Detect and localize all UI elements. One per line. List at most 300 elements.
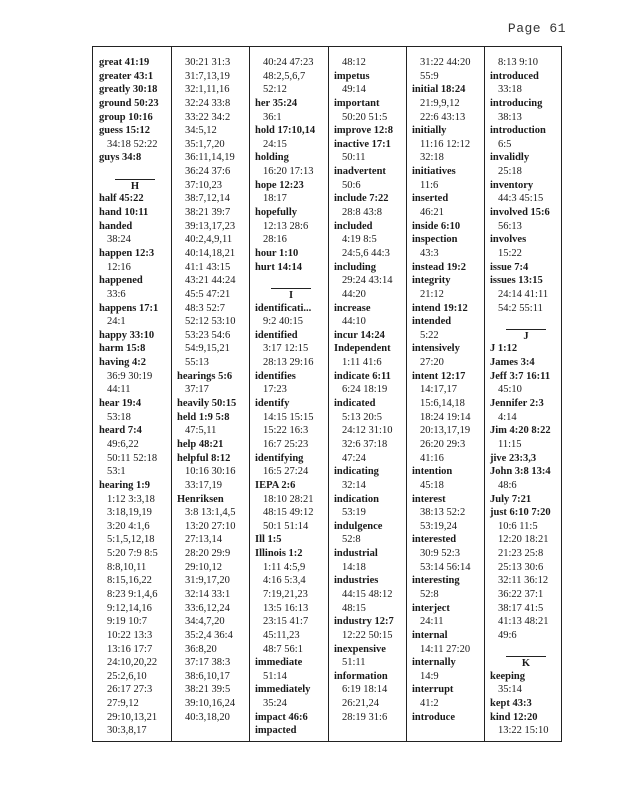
index-reference: 7:19,21,23 (263, 588, 308, 600)
index-entry: hopefully (255, 207, 298, 219)
page-number: Page 61 (507, 21, 566, 36)
index-entry: identified (255, 329, 298, 341)
index-entry: industry 12:7 (334, 616, 394, 628)
word-index-table (92, 46, 562, 742)
index-reference: 12:22 50:15 (342, 629, 393, 641)
index-reference: 41:13 48:21 (498, 616, 549, 628)
index-reference: 38:24 (107, 234, 131, 246)
index-reference: 41:2 (420, 698, 439, 710)
index-reference: 1:12 3:3,18 (107, 493, 155, 505)
index-reference: 36:24 37:6 (185, 166, 231, 178)
index-reference: 35:1,7,20 (185, 138, 225, 150)
column-divider (171, 47, 172, 741)
index-reference: 48:15 (342, 602, 366, 614)
index-reference: 46:21 (420, 207, 444, 219)
index-reference: 55:9 (420, 70, 439, 82)
index-reference: 38:17 41:5 (498, 602, 544, 614)
index-entry: indicate 6:11 (334, 370, 391, 382)
index-entry: hold 17:10,14 (255, 125, 316, 137)
index-reference: 3:8 13:1,4,5 (185, 507, 236, 519)
index-entry: identificati... (255, 302, 312, 314)
index-reference: 38:13 52:2 (420, 507, 466, 519)
index-reference: 22:6 43:13 (420, 111, 466, 123)
index-column-2 (177, 56, 249, 724)
index-reference: 1:11 41:6 (342, 357, 382, 369)
index-entry: incur 14:24 (334, 329, 385, 341)
index-reference: 35:2,4 36:4 (185, 629, 233, 641)
index-entry: industrial (334, 548, 378, 560)
index-reference: 47:5,11 (185, 425, 217, 437)
index-reference: 53:23 54:6 (185, 329, 231, 341)
index-entry: internally (412, 657, 456, 669)
index-entry: impetus (334, 70, 370, 82)
index-reference: 40:3,18,20 (185, 711, 230, 723)
index-reference: 11:15 (498, 438, 522, 450)
column-divider (249, 47, 250, 741)
index-reference: 29:24 43:14 (342, 275, 393, 287)
index-entry: intended (412, 316, 452, 328)
index-entry: hurt 14:14 (255, 261, 302, 273)
index-reference: 32:14 (342, 479, 366, 491)
index-reference: 40:2,4,9,11 (185, 234, 233, 246)
index-reference: 8:23 9:1,4,6 (107, 588, 158, 600)
index-reference: 48:6 (498, 479, 517, 491)
index-reference: 31:22 44:20 (420, 57, 471, 68)
index-reference: 8:15,16,22 (107, 575, 152, 587)
index-entry: immediately (255, 684, 311, 696)
index-entry: help 48:21 (177, 438, 224, 450)
index-reference: 13:5 16:13 (263, 602, 309, 614)
section-letter (490, 329, 562, 343)
index-column-1 (99, 56, 171, 738)
index-entry: heavily 50:15 (177, 398, 237, 410)
section-letter-label: J (506, 329, 546, 344)
index-reference: 18:10 28:21 (263, 493, 314, 505)
index-entry: Henriksen (177, 493, 224, 505)
index-reference: 4:16 5:3,4 (263, 575, 306, 587)
index-entry: indicated (334, 398, 376, 410)
index-reference: 33:17,19 (185, 479, 223, 491)
index-reference: 25:2,6,10 (107, 670, 147, 682)
index-reference: 53:14 56:14 (420, 561, 471, 573)
index-entry: include 7:22 (334, 193, 389, 205)
index-reference: 24:1 (107, 316, 126, 328)
index-reference: 9:2 40:15 (263, 316, 303, 328)
index-reference: 38:13 (498, 111, 522, 123)
index-reference: 53:19,24 (420, 520, 458, 532)
index-entry: guess 15:12 (99, 125, 151, 137)
index-reference: 32:14 33:1 (185, 588, 231, 600)
index-reference: 51:11 (342, 657, 366, 669)
section-letter (490, 656, 562, 670)
index-reference: 51:14 (263, 670, 287, 682)
index-reference: 48:3 52:7 (185, 302, 225, 314)
index-entry: involved 15:6 (490, 207, 550, 219)
index-reference: 29:10,12 (185, 561, 223, 573)
index-entry: issues 13:15 (490, 275, 543, 287)
index-reference: 13:20 27:10 (185, 520, 236, 532)
index-reference: 48:12 (342, 57, 366, 68)
index-reference: 44:15 48:12 (342, 588, 393, 600)
index-reference: 55:13 (185, 357, 209, 369)
index-reference: 14:17,17 (420, 384, 458, 396)
index-reference: 10:16 30:16 (185, 466, 236, 478)
index-reference: 32:24 33:8 (185, 97, 231, 109)
index-reference: 48:2,5,6,7 (263, 70, 306, 82)
index-reference: 38:6,10,17 (185, 670, 230, 682)
index-entry: interrupt (412, 684, 454, 696)
index-reference: 5:13 20:5 (342, 411, 382, 423)
index-reference: 12:16 (107, 261, 131, 273)
index-reference: 3:18,19,19 (107, 507, 152, 519)
index-entry: harm 15:8 (99, 343, 146, 355)
index-reference: 21:23 25:8 (498, 548, 544, 560)
index-entry: happen 12:3 (99, 247, 155, 259)
index-entry: inadvertent (334, 166, 386, 178)
index-reference: 6:19 18:14 (342, 684, 388, 696)
index-entry: invalidly (490, 152, 530, 164)
index-reference: 27:13,14 (185, 534, 223, 546)
index-reference: 5:20 7:9 8:5 (107, 548, 158, 560)
index-reference: 26:21,24 (342, 698, 380, 710)
index-entry: happened (99, 275, 143, 287)
index-reference: 53:19 (342, 507, 366, 519)
index-reference: 12:20 18:21 (498, 534, 549, 546)
index-entry: initially (412, 125, 447, 137)
column-divider (406, 47, 407, 741)
index-reference: 45:5 47:21 (185, 288, 231, 300)
index-entry: inexpensive (334, 643, 386, 655)
index-reference: 5:1,5,12,18 (107, 534, 155, 546)
index-reference: 53:1 (107, 466, 126, 478)
index-reference: 24:5,6 44:3 (342, 247, 390, 259)
index-reference: 6:5 (498, 138, 512, 150)
index-entry: impacted (255, 725, 297, 737)
index-entry: group 10:16 (99, 111, 153, 123)
index-reference: 4:19 8:5 (342, 234, 377, 246)
index-reference: 34:4,7,20 (185, 616, 225, 628)
index-reference: 27:20 (420, 357, 444, 369)
index-reference: 13:16 17:7 (107, 643, 153, 655)
index-reference: 38:21 39:7 (185, 207, 231, 219)
index-reference: 56:13 (498, 220, 522, 232)
index-entry: handed (99, 220, 133, 232)
index-entry: interest (412, 493, 446, 505)
index-entry: inactive 17:1 (334, 138, 391, 150)
index-entry: hearing 1:9 (99, 479, 151, 491)
index-entry: integrity (412, 275, 451, 287)
section-letter-label: I (271, 288, 311, 303)
index-reference: 36:1 (263, 111, 282, 123)
index-entry: great 41:19 (99, 57, 150, 68)
index-entry: Ill 1:5 (255, 534, 282, 546)
index-reference: 24:10,20,22 (107, 657, 158, 669)
index-reference: 30:21 31:3 (185, 57, 231, 68)
index-reference: 28:16 (263, 234, 287, 246)
index-reference: 18:17 (263, 193, 287, 205)
index-reference: 43:21 44:24 (185, 275, 236, 287)
index-column-4 (334, 56, 406, 724)
index-reference: 16:5 27:24 (263, 466, 309, 478)
index-reference: 27:9,12 (107, 698, 139, 710)
index-reference: 30:3,8,17 (107, 725, 147, 737)
index-entry: July 7:21 (490, 493, 532, 505)
index-reference: 49:14 (342, 84, 366, 96)
index-entry: happy 33:10 (99, 329, 155, 341)
spacer (490, 315, 562, 329)
index-reference: 10:6 11:5 (498, 520, 538, 532)
index-entry: hand 10:11 (99, 207, 149, 219)
index-entry: keeping (490, 670, 526, 682)
index-column-3 (255, 56, 327, 738)
index-reference: 53:18 (107, 411, 131, 423)
index-reference: 28:19 31:6 (342, 711, 388, 723)
index-reference: 35:14 (498, 684, 522, 696)
index-reference: 52:12 53:10 (185, 316, 236, 328)
index-entry: interested (412, 534, 457, 546)
index-entry: intention (412, 466, 453, 478)
index-reference: 49:6,22 (107, 438, 139, 450)
index-reference: 18:24 19:14 (420, 411, 471, 423)
index-reference: 36:9 30:19 (107, 370, 153, 382)
index-reference: 14:11 27:20 (420, 643, 471, 655)
index-reference: 25:13 30:6 (498, 561, 544, 573)
index-reference: 10:22 13:3 (107, 629, 153, 641)
index-reference: 44:10 (342, 316, 366, 328)
index-reference: 9:12,14,16 (107, 602, 152, 614)
index-entry: held 1:9 5:8 (177, 411, 230, 423)
column-divider (484, 47, 485, 741)
index-entry: inserted (412, 193, 449, 205)
index-reference: 45:18 (420, 479, 444, 491)
index-entry: holding (255, 152, 289, 164)
index-entry: identifying (255, 452, 304, 464)
index-reference: 8:8,10,11 (107, 561, 147, 573)
index-entry: initial 18:24 (412, 84, 466, 96)
index-reference: 33:22 34:2 (185, 111, 231, 123)
index-entry: hope 12:23 (255, 179, 304, 191)
index-reference: 36:8,20 (185, 643, 217, 655)
section-letter (99, 179, 171, 193)
index-entry: kept 43:3 (490, 698, 532, 710)
index-reference: 14:18 (342, 561, 366, 573)
index-reference: 52:12 (263, 84, 287, 96)
section-letter-label: H (115, 179, 155, 194)
index-reference: 5:22 (420, 329, 439, 341)
index-reference: 25:18 (498, 166, 522, 178)
index-reference: 11:16 12:12 (420, 138, 471, 150)
index-reference: 54:2 55:11 (498, 302, 543, 314)
index-reference: 50:20 51:5 (342, 111, 388, 123)
index-reference: 15:22 (498, 247, 522, 259)
index-reference: 4:14 (498, 411, 517, 423)
index-reference: 16:20 17:13 (263, 166, 314, 178)
index-reference: 32:1,11,16 (185, 84, 230, 96)
index-reference: 24:14 41:11 (498, 288, 549, 300)
index-reference: 40:14,18,21 (185, 247, 236, 259)
index-entry: jive 23:3,3 (490, 452, 537, 464)
index-reference: 26:17 27:3 (107, 684, 153, 696)
index-reference: 15:6,14,18 (420, 398, 465, 410)
index-reference: 45:10 (498, 384, 522, 396)
index-reference: 28:13 29:16 (263, 357, 314, 369)
index-reference: 44:20 (342, 288, 366, 300)
index-reference: 28:20 29:9 (185, 548, 231, 560)
index-entry: included (334, 220, 373, 232)
index-reference: 50:1 51:14 (263, 520, 309, 532)
index-reference: 24:12 31:10 (342, 425, 393, 437)
index-reference: 31:9,17,20 (185, 575, 230, 587)
index-entry: guys 34:8 (99, 152, 142, 164)
index-entry: her 35:24 (255, 97, 298, 109)
index-reference: 45:11,23 (263, 629, 300, 641)
index-entry: immediate (255, 657, 303, 669)
index-entry: intent 12:17 (412, 370, 466, 382)
index-reference: 15:22 16:3 (263, 425, 309, 437)
index-entry: helpful 8:12 (177, 452, 231, 464)
index-reference: 48:7 56:1 (263, 643, 303, 655)
index-reference: 29:10,13,21 (107, 711, 158, 723)
index-entry: important (334, 97, 380, 109)
spacer (255, 274, 327, 288)
index-reference: 50:11 52:18 (107, 452, 158, 464)
index-reference: 37:17 38:3 (185, 657, 231, 669)
index-reference: 17:23 (263, 384, 287, 396)
index-reference: 52:8 (342, 534, 361, 546)
index-entry: interesting (412, 575, 460, 587)
index-entry: intensively (412, 343, 460, 355)
index-entry: interject (412, 602, 450, 614)
index-entry: greatly 30:18 (99, 84, 158, 96)
index-entry: including (334, 261, 377, 273)
index-entry: improve 12:8 (334, 125, 394, 137)
index-entry: introduce (412, 711, 455, 723)
index-entry: inspection (412, 234, 458, 246)
index-entry: intend 19:12 (412, 302, 468, 314)
index-entry: Jennifer 2:3 (490, 398, 544, 410)
index-reference: 34:18 52:22 (107, 138, 158, 150)
index-entry: hear 19:4 (99, 398, 142, 410)
index-entry: involves (490, 234, 527, 246)
index-reference: 44:3 45:15 (498, 193, 544, 205)
index-reference: 21:12 (420, 288, 444, 300)
index-entry: identifies (255, 370, 296, 382)
index-entry: J 1:12 (490, 343, 518, 355)
index-entry: Jim 4:20 8:22 (490, 425, 551, 437)
index-entry: inventory (490, 179, 534, 191)
index-entry: greater 43:1 (99, 70, 154, 82)
index-reference: 16:7 25:23 (263, 438, 309, 450)
index-reference: 33:6,12,24 (185, 602, 230, 614)
index-entry: James 3:4 (490, 357, 535, 369)
index-reference: 21:9,9,12 (420, 97, 460, 109)
index-reference: 24:15 (263, 138, 287, 150)
index-entry: indulgence (334, 520, 383, 532)
index-entry: inside 6:10 (412, 220, 461, 232)
index-reference: 41:1 43:15 (185, 261, 231, 273)
index-column-6 (490, 56, 562, 738)
index-entry: Jeff 3:7 16:11 (490, 370, 551, 382)
index-reference: 31:7,13,19 (185, 70, 230, 82)
index-reference: 20:13,17,19 (420, 425, 471, 437)
index-reference: 3:17 12:15 (263, 343, 309, 355)
index-reference: 38:7,12,14 (185, 193, 230, 205)
index-reference: 40:24 47:23 (263, 57, 314, 68)
index-entry: introduction (490, 125, 546, 137)
index-entry: impact 46:6 (255, 711, 308, 723)
spacer (490, 643, 562, 657)
index-entry: just 6:10 7:20 (490, 507, 551, 519)
index-reference: 14:15 15:15 (263, 411, 314, 423)
index-reference: 39:10,16,24 (185, 698, 236, 710)
index-entry: IEPA 2:6 (255, 479, 296, 491)
index-entry: initiatives (412, 166, 456, 178)
index-reference: 38:21 39:5 (185, 684, 231, 696)
index-reference: 3:20 4:1,6 (107, 520, 150, 532)
section-letter (255, 288, 327, 302)
index-column-5 (412, 56, 484, 724)
index-entry: identify (255, 398, 290, 410)
index-entry: Independent (334, 343, 391, 355)
index-reference: 35:24 (263, 698, 287, 710)
index-entry: having 4:2 (99, 357, 146, 369)
index-reference: 47:24 (342, 452, 366, 464)
index-reference: 8:13 9:10 (498, 57, 538, 68)
index-entry: indicating (334, 466, 379, 478)
index-reference: 33:6 (107, 288, 126, 300)
index-reference: 43:3 (420, 247, 439, 259)
index-reference: 50:11 (342, 152, 366, 164)
index-entry: Illinois 1:2 (255, 548, 303, 560)
index-entry: information (334, 670, 388, 682)
index-entry: happens 17:1 (99, 302, 159, 314)
index-reference: 41:16 (420, 452, 444, 464)
index-entry: ground 50:23 (99, 97, 159, 109)
index-reference: 52:8 (420, 588, 439, 600)
index-reference: 48:15 49:12 (263, 507, 314, 519)
index-entry: internal (412, 629, 448, 641)
index-reference: 36:11,14,19 (185, 152, 235, 164)
index-entry: kind 12:20 (490, 711, 538, 723)
index-reference: 28:8 43:8 (342, 207, 382, 219)
index-reference: 44:11 (107, 384, 131, 396)
index-reference: 54:9,15,21 (185, 343, 230, 355)
index-reference: 39:13,17,23 (185, 220, 236, 232)
index-entry: increase (334, 302, 371, 314)
index-reference: 12:13 28:6 (263, 220, 309, 232)
index-reference: 30:9 52:3 (420, 548, 460, 560)
column-divider (328, 47, 329, 741)
index-reference: 32:18 (420, 152, 444, 164)
index-entry: introduced (490, 70, 539, 82)
index-entry: issue 7:4 (490, 261, 529, 273)
index-reference: 49:6 (498, 629, 517, 641)
index-reference: 32:6 37:18 (342, 438, 388, 450)
index-reference: 11:6 (420, 179, 439, 191)
index-reference: 50:6 (342, 179, 361, 191)
index-entry: hour 1:10 (255, 247, 299, 259)
index-reference: 34:5,12 (185, 125, 217, 137)
index-reference: 1:11 4:5,9 (263, 561, 306, 573)
index-entry: instead 19:2 (412, 261, 466, 273)
index-reference: 9:19 10:7 (107, 616, 147, 628)
index-reference: 33:18 (498, 84, 522, 96)
index-reference: 24:11 (420, 616, 444, 628)
index-reference: 13:22 15:10 (498, 725, 549, 737)
index-entry: industries (334, 575, 379, 587)
index-reference: 23:15 41:7 (263, 616, 309, 628)
index-entry: John 3:8 13:4 (490, 466, 551, 478)
